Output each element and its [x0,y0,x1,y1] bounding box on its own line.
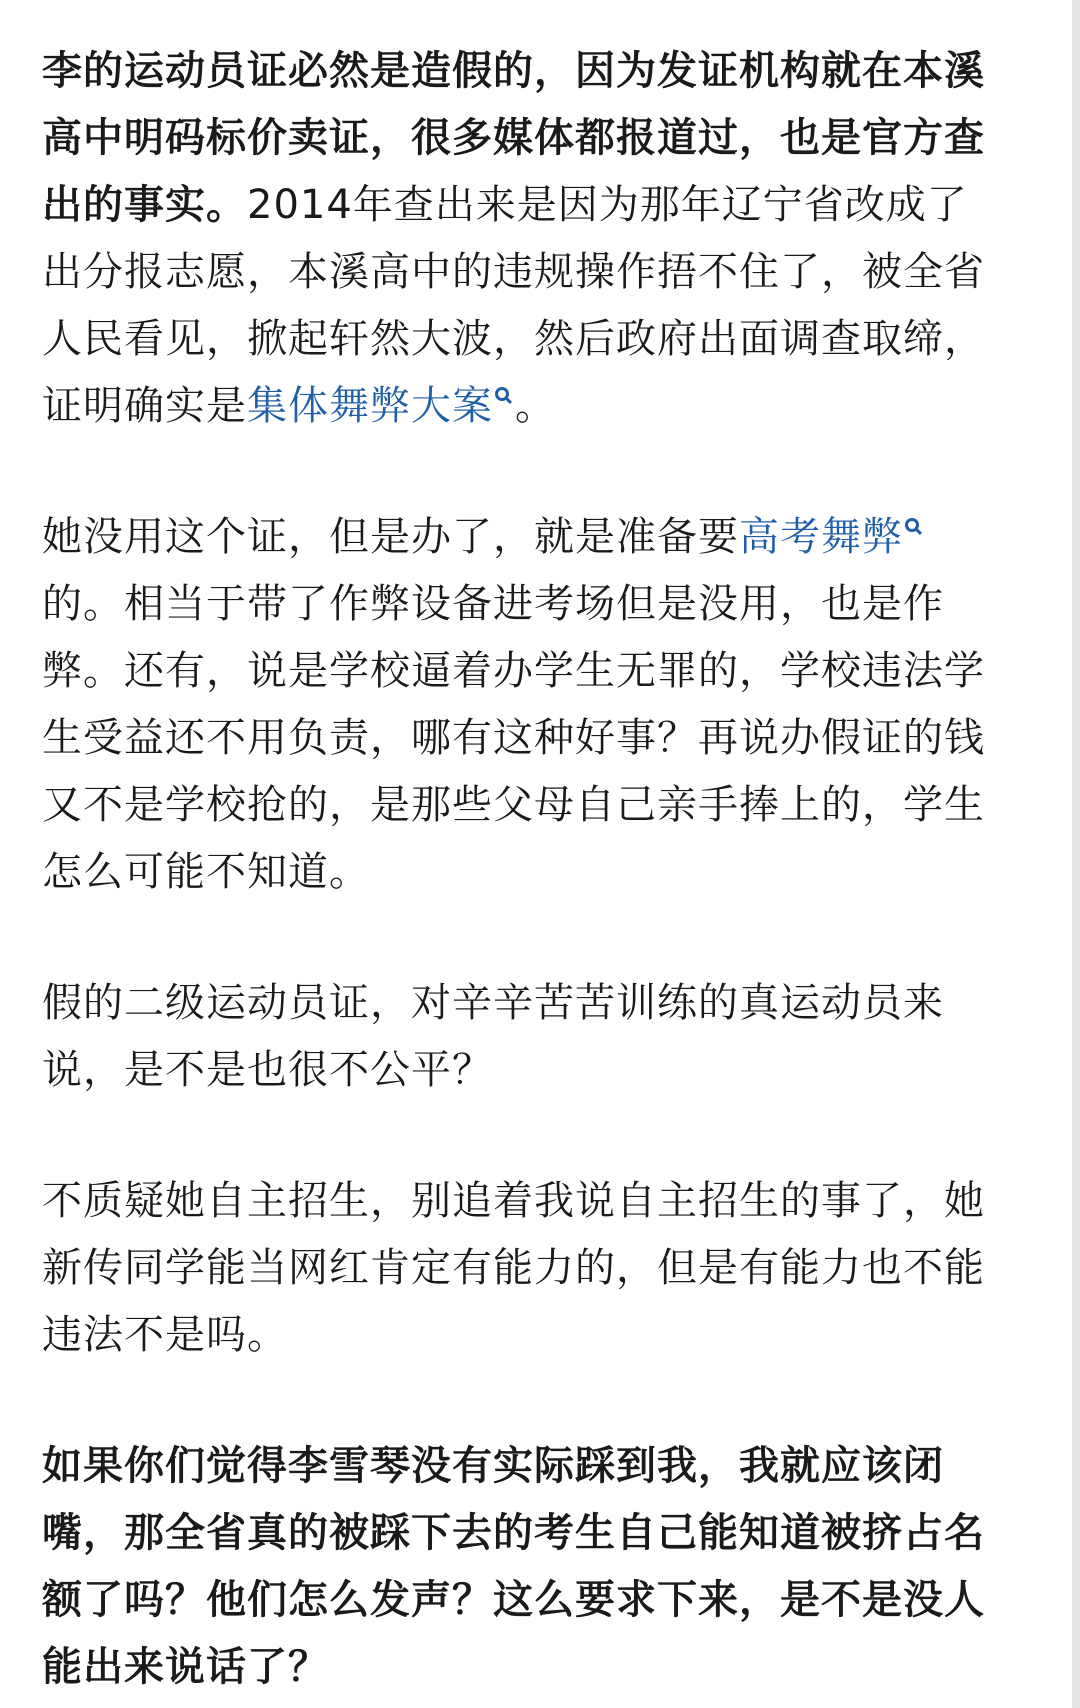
paragraph-1-end: 。 [515,383,556,429]
paragraph-1 [42,38,1006,440]
paragraph-2-text-b: 的。相当于带了作弊设备进考场但是没用，也是作弊。还有，说是学校逼着办学生无罪的，学校违法学生受益还不用负责，哪有这种好事？再说办假证的钱又不是学校抢的，是那些父母自己亲手捧上的，学生怎么可能不知道。 [42,581,985,895]
paragraph-3: 假的二级运动员证，对辛辛苦苦训练的真运动员来说，是不是也很不公平？ [42,980,944,1093]
link-gaokao-cheating[interactable]: 高考舞弊 [739,514,903,560]
search-icon[interactable] [905,518,919,532]
search-icon[interactable] [495,387,509,401]
paragraph-5: 如果你们觉得李雪琴没有实际踩到我，我就应该闭嘴，那全省真的被踩下去的考生自己能知道被挤占名额了吗？他们怎么发声？这么要求下来，是不是没人能出来说话了？ [42,1443,985,1690]
paragraph-2 [42,504,1006,906]
paragraph-1-bold-text: 李的运动员证必然是造假的，因为发证机构就在本溪高中明码标价卖证，很多媒体都报道过，也是官方查出的事实。 [42,48,985,228]
link-collective-cheating-case[interactable]: 集体舞弊大案 [247,383,493,429]
paragraph-4: 不质疑她自主招生，别追着我说自主招生的事了，她新传同学能当网红肯定有能力的，但是有能力也不能违法不是吗。 [42,1178,985,1358]
paragraph-1-text: 2014年查出来是因为那年辽宁省改成了出分报志愿，本溪高中的违规操作捂不住了，被全省人民看见，掀起轩然大波，然后政府出面调查取缔，证明确实是 [42,182,985,429]
paragraph-2-text-a: 她没用这个证，但是办了，就是准备要 [42,514,739,560]
